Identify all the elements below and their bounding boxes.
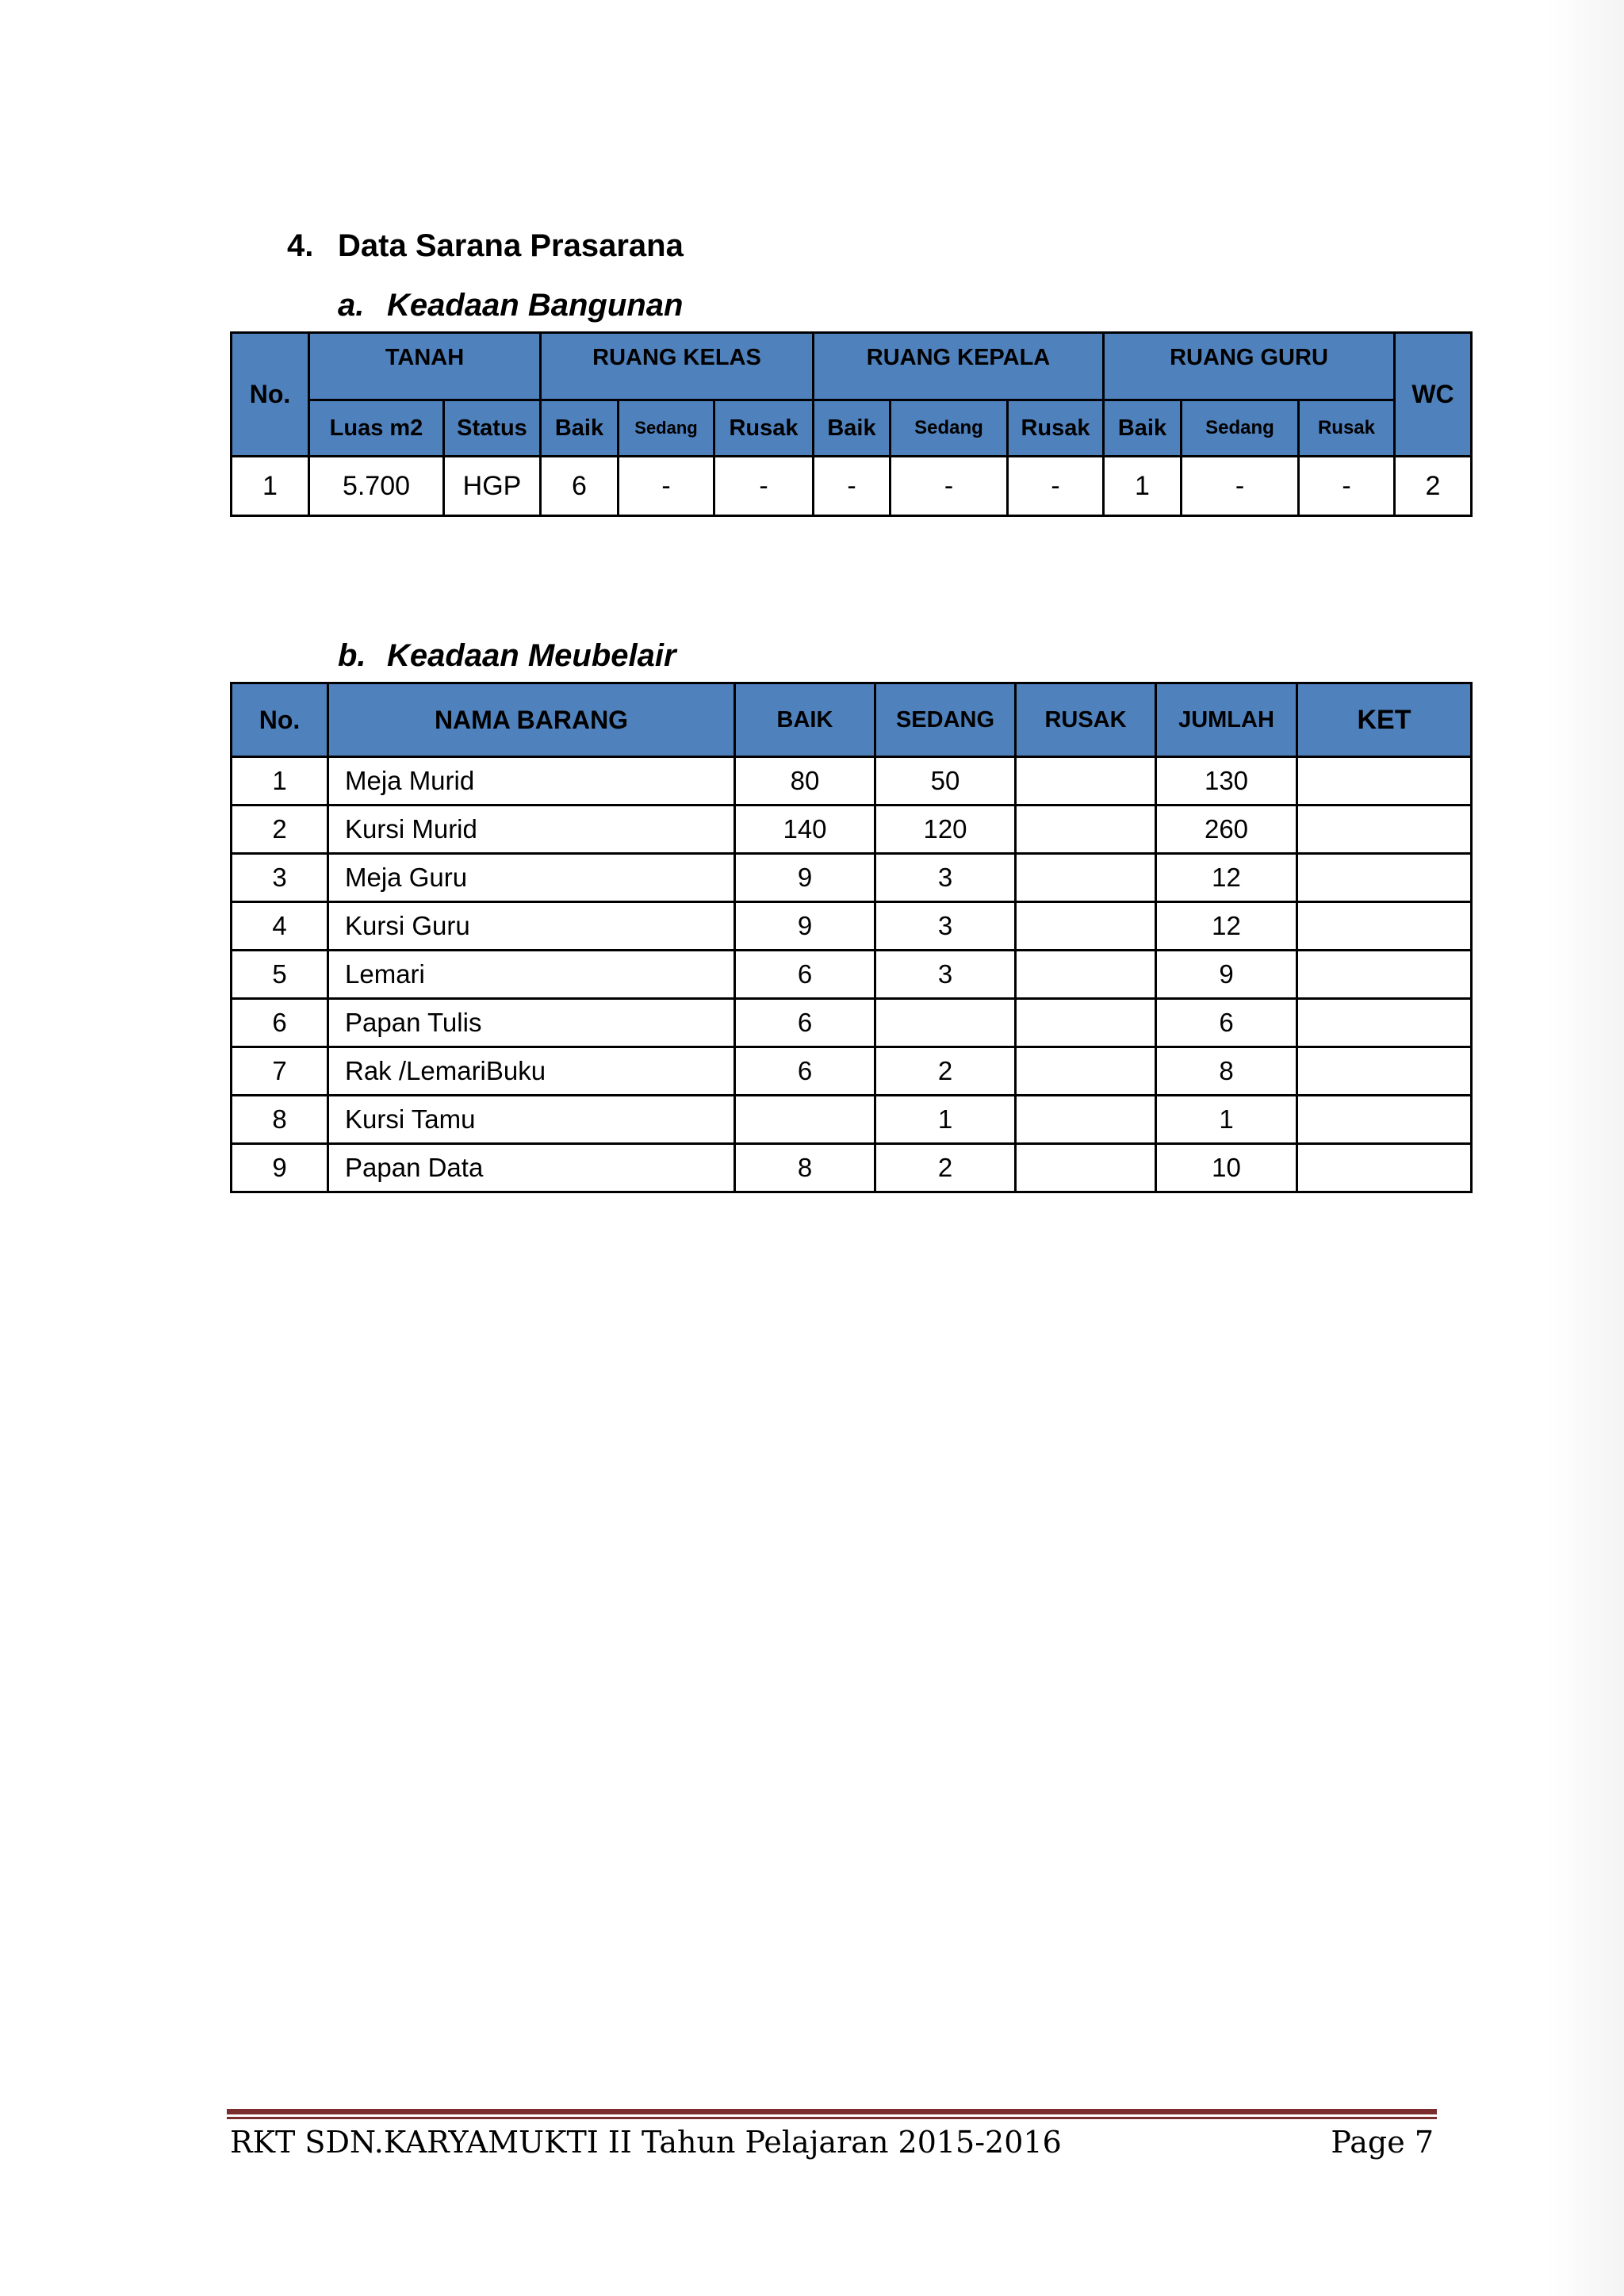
cell-jumlah: 12 — [1156, 854, 1297, 902]
header-guru-sedang: Sedang — [1182, 400, 1299, 457]
table-row — [232, 999, 1472, 1047]
header-status: Status — [444, 400, 541, 457]
page-number: Page 7 — [1331, 2125, 1434, 2160]
subheading-bangunan — [338, 288, 683, 323]
cell-jumlah: 1 — [1156, 1096, 1297, 1144]
cell-rusak — [1016, 854, 1156, 902]
cell-baik: 80 — [735, 757, 875, 806]
cell-nama: Kursi Guru — [328, 902, 735, 951]
cell-kepala-rusak: - — [1008, 457, 1104, 516]
table-row — [232, 457, 1472, 516]
table-row — [232, 854, 1472, 902]
cell-ket — [1297, 1144, 1472, 1192]
cell-sedang: 120 — [875, 806, 1016, 854]
cell-baik: 6 — [735, 1047, 875, 1096]
cell-no: 6 — [232, 999, 328, 1047]
table-row — [232, 1047, 1472, 1096]
meubelair-table — [230, 682, 1473, 1193]
header-no: No. — [232, 683, 328, 757]
cell-status: HGP — [444, 457, 541, 516]
header-ket: KET — [1297, 683, 1472, 757]
cell-luas: 5.700 — [309, 457, 444, 516]
header-tanah: TANAH — [309, 333, 541, 400]
cell-jumlah: 260 — [1156, 806, 1297, 854]
cell-no: 8 — [232, 1096, 328, 1144]
cell-rusak — [1016, 999, 1156, 1047]
cell-no: 2 — [232, 806, 328, 854]
header-baik: BAIK — [735, 683, 875, 757]
header-kelas-baik: Baik — [541, 400, 619, 457]
cell-ket — [1297, 757, 1472, 806]
cell-no: 9 — [232, 1144, 328, 1192]
cell-nama: Lemari — [328, 951, 735, 999]
header-kepala-baik: Baik — [814, 400, 891, 457]
cell-sedang: 3 — [875, 854, 1016, 902]
header-ruang-guru: RUANG GURU — [1104, 333, 1395, 400]
cell-nama: Rak /LemariBuku — [328, 1047, 735, 1096]
section-heading — [287, 228, 684, 264]
header-nama-barang: NAMA BARANG — [328, 683, 735, 757]
cell-nama: Meja Murid — [328, 757, 735, 806]
cell-ket — [1297, 1047, 1472, 1096]
cell-baik: 8 — [735, 1144, 875, 1192]
header-kelas-sedang: Sedang — [619, 400, 714, 457]
cell-no: 1 — [232, 757, 328, 806]
header-luas: Luas m2 — [309, 400, 444, 457]
cell-kepala-sedang: - — [891, 457, 1008, 516]
cell-nama: Kursi Murid — [328, 806, 735, 854]
cell-nama: Papan Data — [328, 1144, 735, 1192]
cell-no: 4 — [232, 902, 328, 951]
cell-baik: 6 — [735, 951, 875, 999]
header-guru-baik: Baik — [1104, 400, 1182, 457]
meubelair-body — [232, 757, 1472, 1192]
cell-no: 3 — [232, 854, 328, 902]
cell-baik — [735, 1096, 875, 1144]
cell-jumlah: 8 — [1156, 1047, 1297, 1096]
header-ruang-kepala: RUANG KEPALA — [814, 333, 1104, 400]
cell-sedang — [875, 999, 1016, 1047]
page-edge-shadow — [1545, 0, 1624, 2296]
cell-nama: Kursi Tamu — [328, 1096, 735, 1144]
subheading-letter: a. — [338, 288, 365, 323]
header-guru-rusak: Rusak — [1299, 400, 1395, 457]
header-sedang: SEDANG — [875, 683, 1016, 757]
bangunan-table — [230, 331, 1473, 517]
footer-title: RKT SDN.KARYAMUKTI II Tahun Pelajaran 2015-2016 — [230, 2125, 1062, 2160]
cell-wc: 2 — [1395, 457, 1472, 516]
section-title: Data Sarana Prasarana — [338, 228, 684, 263]
cell-kelas-sedang: - — [619, 457, 714, 516]
cell-no: 5 — [232, 951, 328, 999]
cell-no: 1 — [232, 457, 309, 516]
cell-jumlah: 12 — [1156, 902, 1297, 951]
cell-sedang: 2 — [875, 1144, 1016, 1192]
header-rusak: RUSAK — [1016, 683, 1156, 757]
footer-rule-thin — [227, 2117, 1437, 2119]
cell-kelas-rusak: - — [714, 457, 814, 516]
cell-sedang: 3 — [875, 902, 1016, 951]
cell-sedang: 2 — [875, 1047, 1016, 1096]
cell-kelas-baik: 6 — [541, 457, 619, 516]
cell-kepala-baik: - — [814, 457, 891, 516]
header-kepala-rusak: Rusak — [1008, 400, 1104, 457]
cell-rusak — [1016, 757, 1156, 806]
cell-ket — [1297, 1096, 1472, 1144]
cell-baik: 9 — [735, 854, 875, 902]
cell-jumlah: 6 — [1156, 999, 1297, 1047]
table-row — [232, 806, 1472, 854]
table-row — [232, 902, 1472, 951]
cell-rusak — [1016, 1047, 1156, 1096]
cell-sedang: 50 — [875, 757, 1016, 806]
cell-baik: 6 — [735, 999, 875, 1047]
cell-baik: 9 — [735, 902, 875, 951]
cell-ket — [1297, 951, 1472, 999]
cell-rusak — [1016, 1096, 1156, 1144]
header-wc: WC — [1395, 333, 1472, 457]
header-ruang-kelas: RUANG KELAS — [541, 333, 814, 400]
header-kelas-rusak: Rusak — [714, 400, 814, 457]
subheading-title: Keadaan Meubelair — [387, 638, 676, 673]
header-jumlah: JUMLAH — [1156, 683, 1297, 757]
table-row — [232, 951, 1472, 999]
footer-rule — [227, 2109, 1437, 2114]
cell-guru-sedang: - — [1182, 457, 1299, 516]
cell-ket — [1297, 902, 1472, 951]
cell-jumlah: 10 — [1156, 1144, 1297, 1192]
cell-nama: Papan Tulis — [328, 999, 735, 1047]
subheading-meubelair — [338, 638, 676, 674]
section-number: 4. — [287, 228, 314, 263]
cell-sedang: 1 — [875, 1096, 1016, 1144]
header-kepala-sedang: Sedang — [891, 400, 1008, 457]
cell-sedang: 3 — [875, 951, 1016, 999]
header-no: No. — [232, 333, 309, 457]
cell-ket — [1297, 854, 1472, 902]
subheading-letter: b. — [338, 638, 366, 673]
cell-no: 7 — [232, 1047, 328, 1096]
cell-rusak — [1016, 1144, 1156, 1192]
cell-rusak — [1016, 806, 1156, 854]
table-row — [232, 1144, 1472, 1192]
cell-guru-rusak: - — [1299, 457, 1395, 516]
cell-jumlah: 130 — [1156, 757, 1297, 806]
cell-baik: 140 — [735, 806, 875, 854]
subheading-title: Keadaan Bangunan — [387, 288, 684, 323]
table-row — [232, 1096, 1472, 1144]
cell-ket — [1297, 999, 1472, 1047]
cell-guru-baik: 1 — [1104, 457, 1182, 516]
cell-rusak — [1016, 902, 1156, 951]
cell-jumlah: 9 — [1156, 951, 1297, 999]
cell-ket — [1297, 806, 1472, 854]
cell-nama: Meja Guru — [328, 854, 735, 902]
table-row — [232, 757, 1472, 806]
cell-rusak — [1016, 951, 1156, 999]
